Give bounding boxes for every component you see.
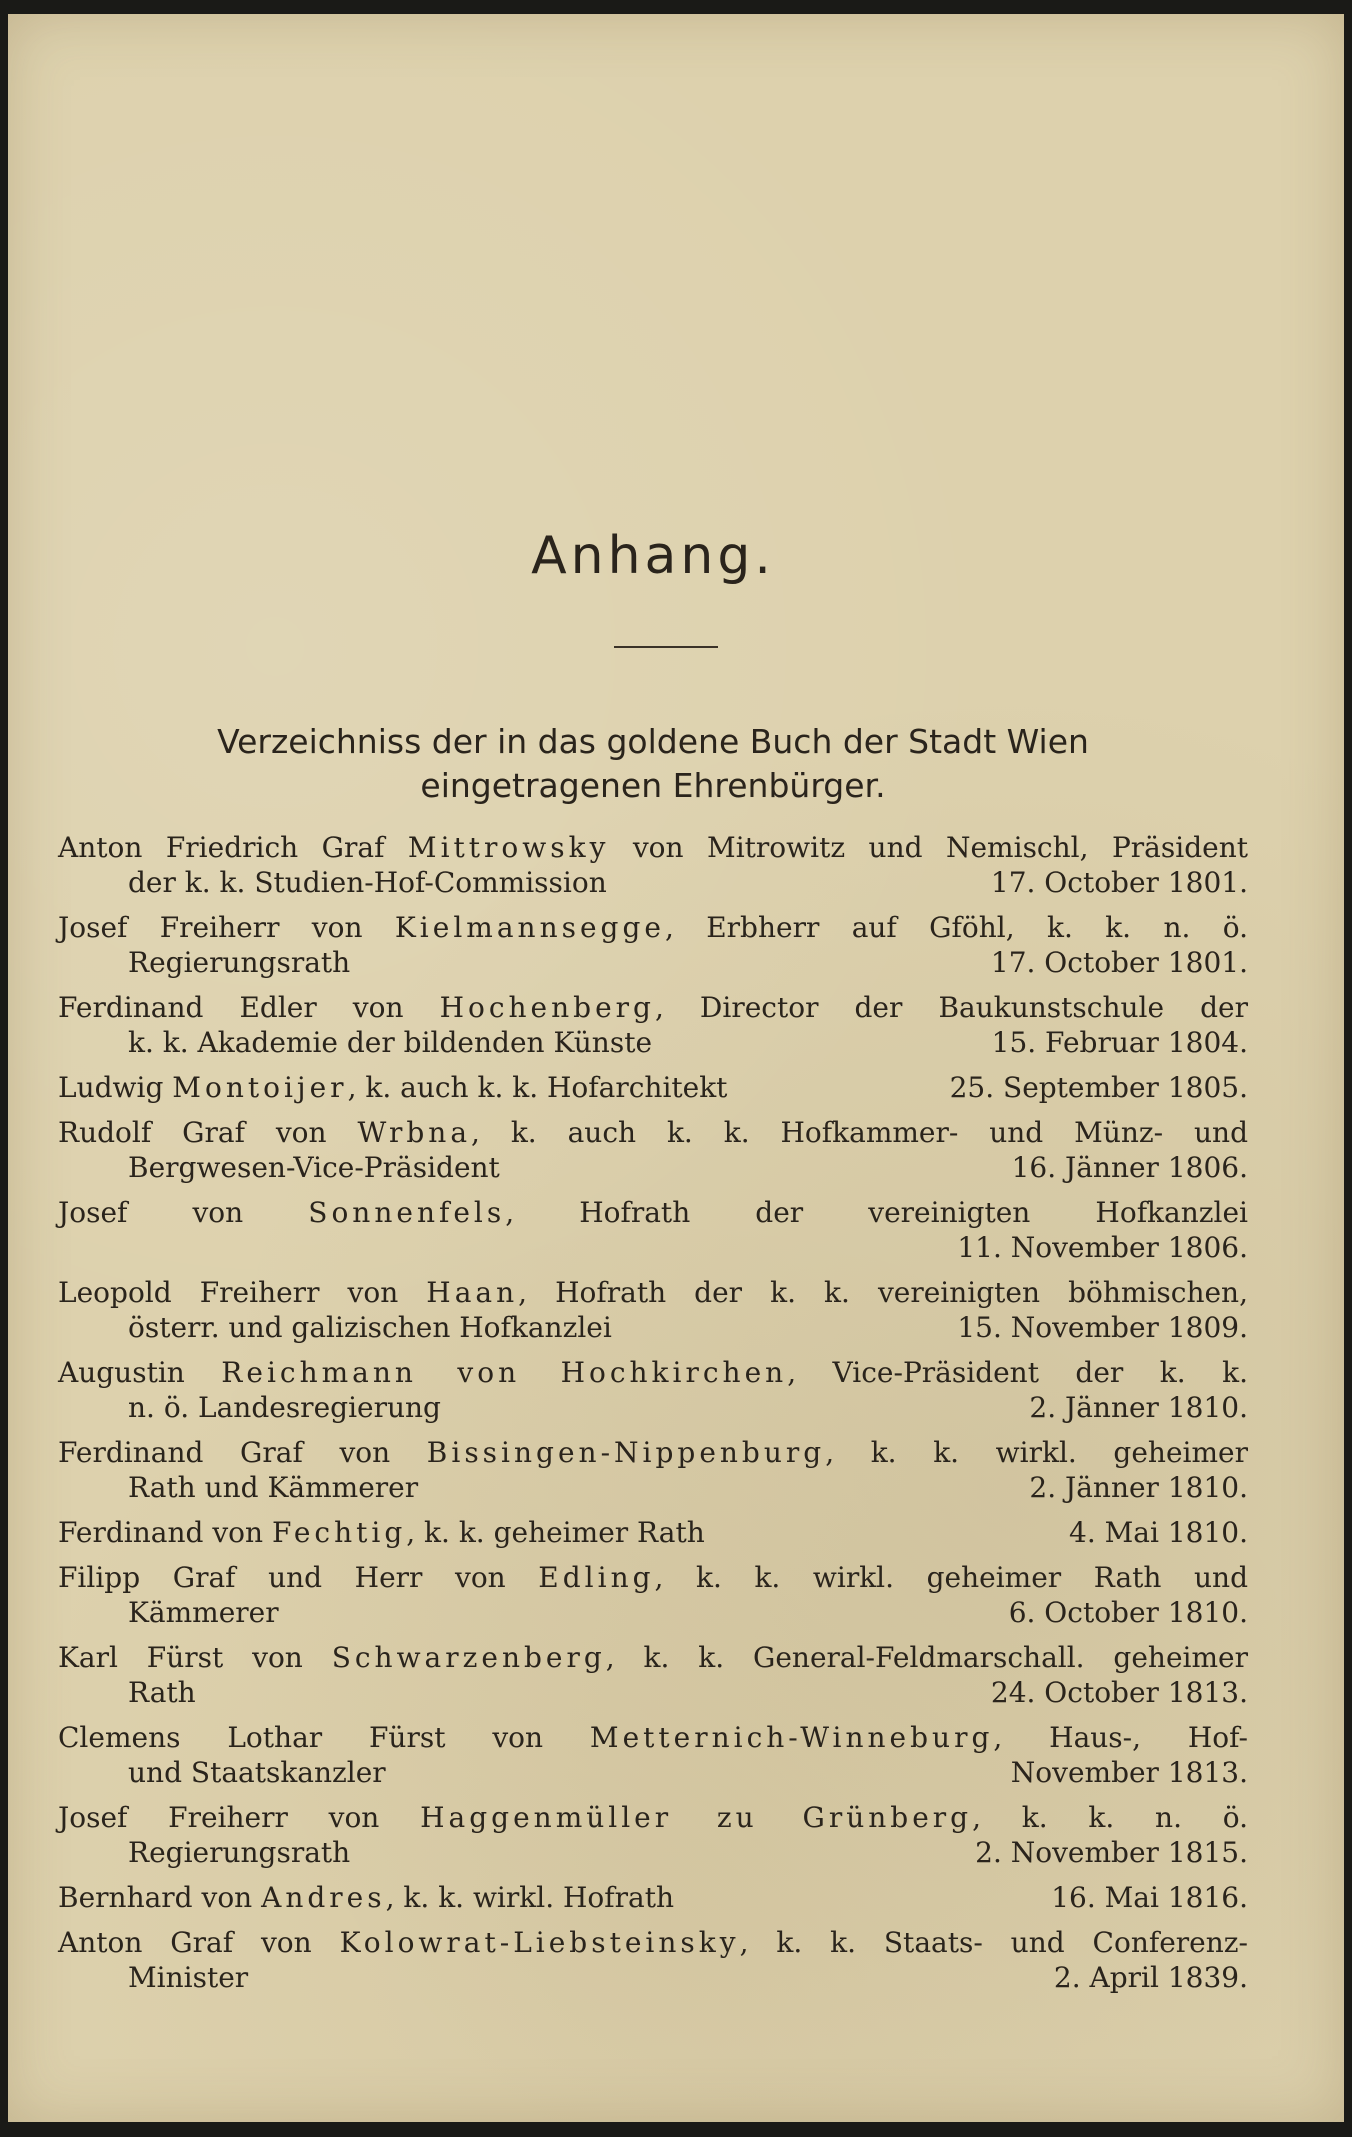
entry-detail-line: [58, 1835, 1248, 1870]
entry-continuation: der k. k. Studien-Hof-Commission: [128, 866, 607, 899]
entry-title: , k. k. wirkl. Hofrath: [385, 1881, 674, 1914]
entry-title: , k. k. geheimer Rath: [406, 1516, 705, 1549]
entry-name: Montoijer: [172, 1071, 348, 1104]
list-item: [58, 1560, 1248, 1630]
entry-name: Kielmannsegge: [394, 911, 665, 944]
entry-name: Andres: [261, 1881, 386, 1914]
entry-prefix: Josef von: [58, 1196, 309, 1229]
entry-continuation: und Staatskanzler: [128, 1756, 386, 1789]
subtitle-line-2: eingetragenen Ehrenbürger.: [420, 766, 886, 805]
list-item: [58, 830, 1248, 900]
entry-title-line: [58, 1355, 1248, 1390]
entry-prefix: Karl Fürst von: [58, 1641, 332, 1674]
entry-prefix: Anton Graf von: [58, 1926, 340, 1959]
entry-title: , k. k. wirkl. geheimer Rath und: [654, 1561, 1248, 1594]
entry-continuation: Kämmerer: [128, 1596, 279, 1629]
entry-detail-line: [58, 1230, 1248, 1265]
entry-detail-line: [58, 945, 1248, 980]
entry-detail-line: [58, 865, 1248, 900]
list-item: [58, 910, 1248, 980]
entry-continuation: k. k. Akademie der bildenden Künste: [128, 1026, 653, 1059]
entry-title-line: [58, 1925, 1248, 1960]
entry-title: von Mitrowitz und Nemischl, Präsident: [609, 831, 1248, 864]
entry-title-line: [58, 1115, 1248, 1150]
page-title: Anhang.: [531, 526, 775, 586]
entry-title-line: [58, 1435, 1248, 1470]
entry-name: Fechtig: [271, 1516, 407, 1549]
entry-prefix: Josef Freiherr von: [58, 1801, 421, 1834]
entry-title: , k. k. wirkl. geheimer: [825, 1436, 1248, 1469]
entry-title-line: [58, 1560, 1248, 1595]
entry-date: 25. September 1805.: [949, 1071, 1248, 1104]
list-item: [58, 1275, 1248, 1345]
entry-prefix: Filipp Graf und Herr von: [58, 1561, 539, 1594]
entry-name: Sonnenfels: [308, 1196, 506, 1229]
entry-date: 11. November 1806.: [957, 1231, 1248, 1264]
entry-title-line: [58, 1800, 1248, 1835]
entry-title-line: [58, 1195, 1248, 1230]
entry-text: [58, 1515, 705, 1550]
entry-name: Mittrowsky: [407, 831, 610, 864]
entry-detail-line: [58, 1675, 1248, 1710]
entry-prefix: Josef Freiherr von: [58, 911, 395, 944]
entry-continuation: österr. und galizischen Hofkanzlei: [128, 1311, 612, 1344]
entry-title: , k. auch k. k. Hofarchitekt: [347, 1071, 728, 1104]
entry-continuation: n. ö. Landesregierung: [128, 1391, 441, 1424]
entry-title-line: [58, 990, 1248, 1025]
list-item: [58, 990, 1248, 1060]
entry-date: 24. October 1813.: [990, 1676, 1248, 1709]
entry-prefix: Rudolf Graf von: [58, 1116, 358, 1149]
document-page: [8, 14, 1344, 2122]
title-divider: [614, 646, 718, 648]
entry-name: Hochenberg: [439, 991, 655, 1024]
entry-detail-line: [58, 1310, 1248, 1345]
entry-title-line: [58, 1640, 1248, 1675]
entry-name: Reichmann von Hochkirchen: [221, 1356, 788, 1389]
entry-detail-line: [58, 1470, 1248, 1505]
entry-continuation: Regierungsrath: [128, 946, 351, 979]
entry-title-line: [58, 1515, 1248, 1550]
entry-title: , Haus-, Hof-: [993, 1721, 1248, 1754]
entry-date: 2. Jänner 1810.: [1029, 1391, 1248, 1424]
section-subtitle: [58, 720, 1248, 808]
list-item: [58, 1515, 1248, 1550]
entry-continuation: Rath und Kämmerer: [128, 1471, 419, 1504]
list-item: [58, 1435, 1248, 1505]
entry-date: 2. Jänner 1810.: [1029, 1471, 1248, 1504]
entry-name: Schwarzenberg: [331, 1641, 606, 1674]
entry-date: 17. October 1801.: [990, 866, 1248, 899]
entry-prefix: Augustin: [58, 1356, 222, 1389]
entry-date: 4. Mai 1810.: [1069, 1516, 1248, 1549]
list-item: [58, 1800, 1248, 1870]
entry-prefix: Clemens Lothar Fürst von: [58, 1721, 590, 1754]
list-item: [58, 1115, 1248, 1185]
entry-continuation: Minister: [128, 1961, 249, 1994]
entry-continuation: Rath: [128, 1676, 196, 1709]
entry-detail-line: [58, 1960, 1248, 1995]
entry-date: 2. April 1839.: [1053, 1961, 1248, 1994]
entry-title-line: [58, 1070, 1248, 1105]
entry-prefix: Ferdinand Edler von: [58, 991, 440, 1024]
entry-date: 15. November 1809.: [957, 1311, 1248, 1344]
list-item: [58, 1925, 1248, 1995]
entry-name: Haan: [426, 1276, 519, 1309]
entry-date: 16. Mai 1816.: [1051, 1881, 1248, 1914]
entry-title: , Hofrath der vereinigten Hofkanzlei: [505, 1196, 1248, 1229]
entry-detail-line: [58, 1025, 1248, 1060]
entry-title: , k. k. n. ö.: [972, 1801, 1249, 1834]
entry-date: 17. October 1801.: [990, 946, 1248, 979]
entry-title: , k. auch k. k. Hofkammer- und Münz- und: [471, 1116, 1248, 1149]
list-item: [58, 1070, 1248, 1105]
entry-title-line: [58, 830, 1248, 865]
entry-title: , Vice-Präsident der k. k.: [787, 1356, 1248, 1389]
list-item: [58, 1355, 1248, 1425]
entry-title: , Erbherr auf Gföhl, k. k. n. ö.: [664, 911, 1248, 944]
entry-name: Wrbna: [357, 1116, 472, 1149]
entry-prefix: Anton Friedrich Graf: [58, 831, 408, 864]
entry-prefix: Leopold Freiherr von: [58, 1276, 427, 1309]
entry-continuation: Bergwesen-Vice-Präsident: [128, 1151, 500, 1184]
entry-title: , Hofrath der k. k. vereinigten böhmischen,: [518, 1276, 1248, 1309]
entry-text: [58, 1880, 674, 1915]
subtitle-line-1: Verzeichniss der in das goldene Buch der Stadt Wien: [217, 722, 1089, 761]
entry-date: 6. October 1810.: [1008, 1596, 1248, 1629]
entry-continuation: Regierungsrath: [128, 1836, 351, 1869]
entry-date: 16. Jänner 1806.: [1011, 1151, 1248, 1184]
entry-date: November 1813.: [1010, 1756, 1248, 1789]
list-item: [58, 1195, 1248, 1265]
entry-prefix: Ferdinand von: [58, 1516, 272, 1549]
entry-prefix: Ferdinand Graf von: [58, 1436, 427, 1469]
list-item: [58, 1880, 1248, 1915]
entry-name: Kolowrat-Liebsteinsky: [339, 1926, 740, 1959]
entry-prefix: Bernhard von: [58, 1881, 262, 1914]
entry-name: Haggenmüller zu Grünberg: [420, 1801, 973, 1834]
entry-title: , k. k. General-Feldmarschall. geheimer: [605, 1641, 1248, 1674]
entry-title-line: [58, 1880, 1248, 1915]
entry-name: Metternich-Winneburg: [589, 1721, 994, 1754]
entry-name: Bissingen-Nippenburg: [426, 1436, 826, 1469]
list-item: [58, 1720, 1248, 1790]
entry-title: , k. k. Staats- und Conferenz-: [739, 1926, 1248, 1959]
entry-detail-line: [58, 1150, 1248, 1185]
entry-title-line: [58, 1720, 1248, 1755]
entry-detail-line: [58, 1755, 1248, 1790]
entry-text: [58, 1070, 727, 1105]
entry-title: , Director der Baukunstschule der: [654, 991, 1248, 1024]
entry-title-line: [58, 1275, 1248, 1310]
entry-title-line: [58, 910, 1248, 945]
honorary-citizens-list: [58, 830, 1248, 2005]
list-item: [58, 1640, 1248, 1710]
entry-prefix: Ludwig: [58, 1071, 173, 1104]
entry-date: 15. Februar 1804.: [991, 1026, 1248, 1059]
entry-date: 2. November 1815.: [975, 1836, 1248, 1869]
entry-name: Edling: [538, 1561, 655, 1594]
entry-detail-line: [58, 1595, 1248, 1630]
entry-detail-line: [58, 1390, 1248, 1425]
